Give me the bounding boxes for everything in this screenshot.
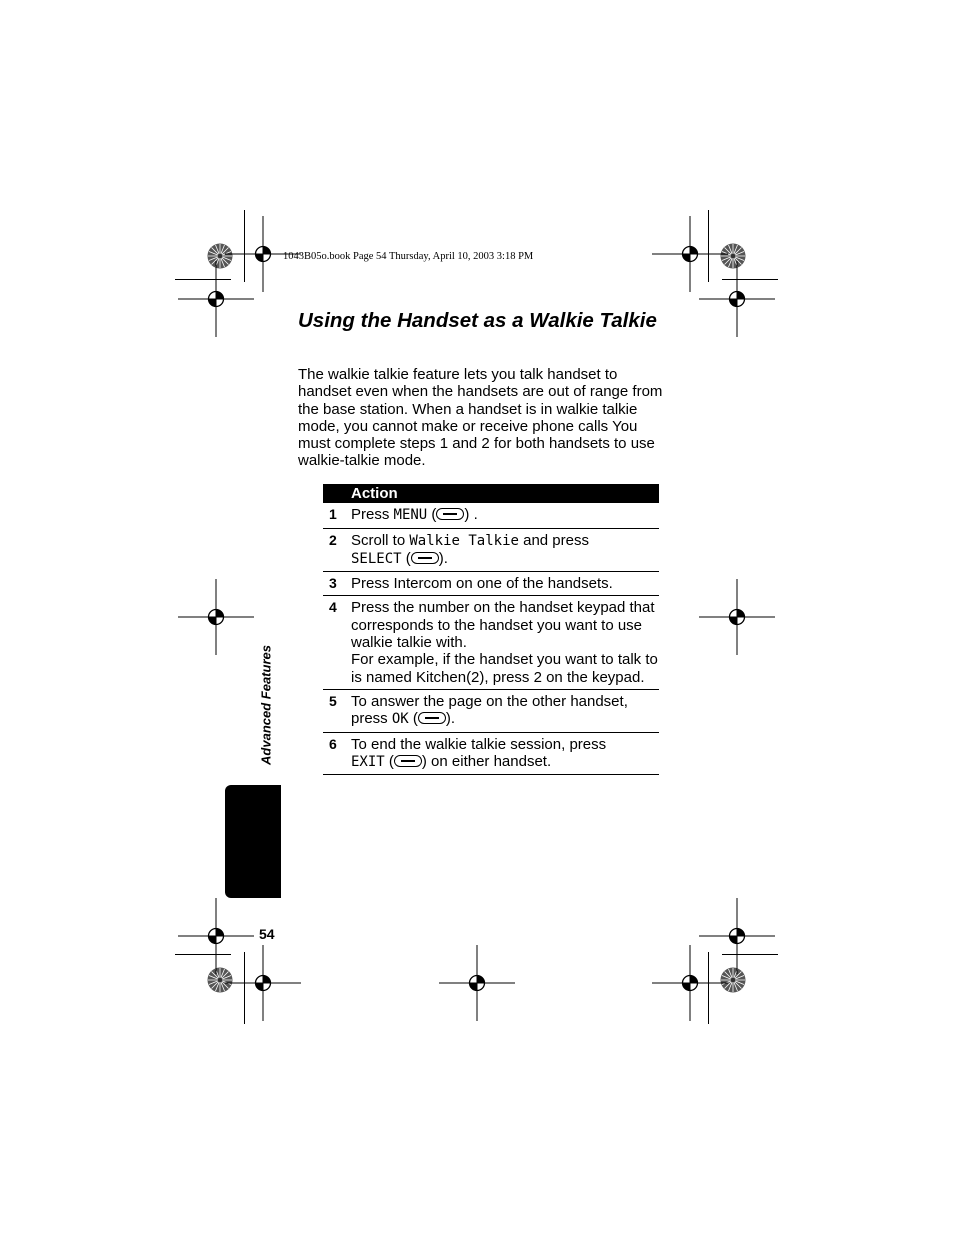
print-slug: 1043B05o.book Page 54 Thursday, April 10, 2003 3:18 PM <box>283 251 534 262</box>
display-text: OK <box>391 711 409 728</box>
step-text: Scroll to Walkie Talkie and press SELECT ( ). <box>351 528 659 572</box>
softkey-icon <box>418 712 446 724</box>
step-number: 5 <box>323 689 351 732</box>
step-text: To end the walkie talkie session, press EXIT ( ) on either handset. <box>351 732 659 775</box>
step-number: 1 <box>323 503 351 528</box>
chapter-label-text: Advanced Features <box>258 645 274 765</box>
display-text: MENU <box>393 507 428 524</box>
table-row <box>323 689 659 732</box>
step-number: 2 <box>323 528 351 572</box>
step-text: Press MENU ( ) . <box>351 503 659 528</box>
step-text: Press the number on the handset keypad that corresponds to the handset you want to use walkie talkie with. For example, if the handset you want to talk to is named Kitchen(2), press 2 on the keypad. <box>351 596 659 689</box>
page-number: 54 <box>259 926 275 942</box>
section-title: Using the Handset as a Walkie Talkie <box>298 309 657 332</box>
step-number: 6 <box>323 732 351 775</box>
step-text: Press Intercom on one of the handsets. <box>351 572 659 596</box>
step-text: To answer the page on the other handset, press OK ( ). <box>351 689 659 732</box>
step-number: 4 <box>323 596 351 689</box>
step-number: 3 <box>323 572 351 596</box>
table-header-row <box>323 484 659 503</box>
table-row <box>323 732 659 775</box>
softkey-icon <box>411 552 439 564</box>
table-row <box>323 596 659 689</box>
display-text: EXIT <box>351 753 385 770</box>
display-text: SELECT <box>351 550 402 567</box>
softkey-icon <box>436 508 464 520</box>
softkey-icon <box>394 755 422 767</box>
action-header: Action <box>351 484 659 503</box>
table-row <box>323 528 659 572</box>
table-row <box>323 503 659 528</box>
table-row <box>323 572 659 596</box>
chapter-thumb-tab <box>225 785 281 898</box>
intro-paragraph: The walkie talkie feature lets you talk handset to handset even when the handsets are out of range from the base station. When a handset is in walkie talkie mode, you cannot make or receive phone calls You must complete steps 1 and 2 for both handsets to use walkie-talkie mode. <box>298 366 663 470</box>
steps-table <box>323 484 659 775</box>
step-number-header <box>323 484 351 503</box>
display-text: Walkie Talkie <box>409 532 519 549</box>
